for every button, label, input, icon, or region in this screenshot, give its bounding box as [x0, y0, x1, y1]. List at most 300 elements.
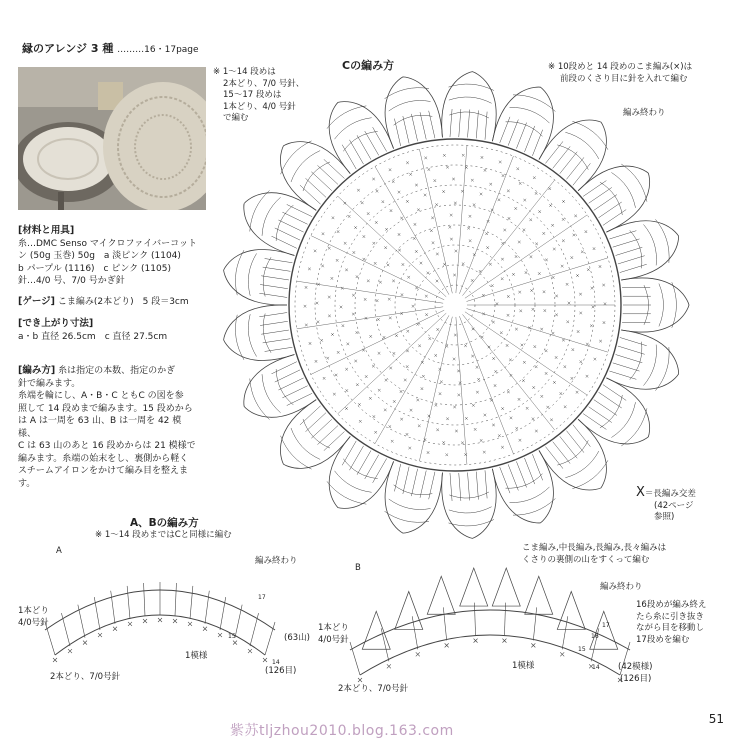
- chart-petal: [329, 436, 393, 508]
- stitch-post: [275, 370, 300, 382]
- stitch-mark: [492, 424, 495, 427]
- stitch-mark: [457, 370, 460, 373]
- stitch-mark: [323, 377, 326, 380]
- stitch-mark: [388, 298, 391, 301]
- stitch-post: [560, 436, 577, 458]
- stitch-mark: [518, 241, 521, 244]
- stitch-post: [553, 442, 570, 464]
- stitch-mark: [519, 439, 522, 442]
- stitch-mark: [316, 302, 319, 305]
- stitch-mark: [321, 265, 324, 268]
- stitch-mark: [515, 427, 518, 430]
- stitch-mark: [415, 287, 418, 290]
- stitch-mark: [455, 250, 458, 253]
- stitch-mark: [332, 217, 335, 220]
- stitch-post: [609, 371, 636, 379]
- stitch-mark: [573, 234, 576, 237]
- chart-arc: [335, 118, 372, 139]
- stitch-mark: [427, 451, 430, 454]
- stitch-mark: [415, 184, 418, 187]
- stitch-mark: [331, 333, 334, 336]
- note-line: たら糸に引き抜き: [636, 611, 705, 622]
- stitch-mark: [378, 389, 381, 392]
- stitch-mark: [384, 246, 387, 249]
- stitch-mark: [550, 419, 553, 422]
- stitch-post: [566, 157, 583, 179]
- stitch-mark: [395, 334, 398, 337]
- stitch-post: [589, 187, 612, 203]
- chart-arc: [644, 345, 657, 386]
- stitch-mark: [530, 289, 533, 292]
- stitch-mark: [472, 404, 475, 407]
- stitch-legend: [636, 487, 696, 524]
- stitch-mark: [413, 237, 416, 240]
- stitch-mark: [604, 303, 607, 306]
- chart-b-stitches: (126目): [620, 674, 652, 684]
- stitch-mark: [393, 352, 396, 355]
- stitch-post: [261, 330, 289, 334]
- stitch-mark: [519, 182, 522, 185]
- stitch-mark: [420, 262, 423, 265]
- stitch-mark: [502, 639, 506, 643]
- stitch-post: [403, 116, 409, 143]
- stitch-mark: [408, 447, 411, 450]
- chart-petal: [385, 77, 442, 149]
- stitch-mark: [599, 340, 602, 343]
- stitch-mark: [492, 321, 495, 324]
- stitch-mark: [376, 190, 379, 193]
- stitch-post: [532, 454, 542, 480]
- stitch-mark: [535, 192, 538, 195]
- stitch-mark: [373, 242, 376, 245]
- chart-b-fan: [460, 568, 488, 606]
- stitch-mark: [401, 293, 404, 296]
- chart-arc: [262, 374, 281, 413]
- stitch-mark: [546, 406, 549, 409]
- row-number: 15: [228, 633, 236, 640]
- stitch-post: [459, 473, 461, 501]
- stitch-mark: [337, 230, 340, 233]
- stitch-mark: [509, 359, 512, 362]
- chart-b-note-side: [636, 600, 706, 646]
- stitch-mark: [450, 238, 453, 241]
- stitch-mark: [471, 355, 474, 358]
- stitch-mark: [603, 321, 606, 324]
- stitch-mark: [494, 384, 497, 387]
- stitch-post: [613, 239, 640, 247]
- stitch-mark: [502, 174, 505, 177]
- chart-spoke: [311, 310, 444, 374]
- chart-petal: [329, 102, 393, 174]
- note-line: 17段めを編む: [636, 634, 690, 645]
- stitch-mark: [398, 233, 401, 236]
- stitch-mark: [345, 269, 348, 272]
- stitch-mark: [592, 306, 595, 309]
- stitch-mark: [566, 283, 569, 286]
- stitch-mark: [587, 268, 590, 271]
- stitch-post: [381, 628, 389, 661]
- stitch-mark: [353, 251, 356, 254]
- stitch-mark: [435, 203, 438, 206]
- stitch-mark: [398, 191, 401, 194]
- stitch-mark: [508, 217, 511, 220]
- chart-arc: [644, 224, 657, 265]
- stitch-mark: [562, 239, 565, 242]
- stitch-mark: [374, 431, 377, 434]
- chart-arc: [291, 428, 320, 459]
- chart-b-patterns: (42模様): [618, 662, 653, 672]
- stitch-mark: [501, 446, 504, 449]
- stitch-mark: [305, 324, 308, 327]
- chart-spoke: [462, 180, 554, 296]
- chart-spoke: [456, 145, 467, 293]
- stitch-post: [235, 605, 242, 638]
- stitch-mark: [555, 313, 558, 316]
- stitch-mark: [388, 425, 391, 428]
- stitch-mark: [562, 339, 565, 342]
- stitch-mark: [389, 367, 392, 370]
- chart-b-fan: [362, 611, 390, 649]
- stitch-mark: [449, 226, 452, 229]
- stitch-mark: [113, 627, 117, 631]
- stitch-post: [311, 172, 332, 191]
- chart-spoke: [311, 236, 444, 300]
- stitch-post: [349, 446, 363, 470]
- stitch-mark: [579, 312, 582, 315]
- stitch-mark: [443, 263, 446, 266]
- chart-arc: [448, 519, 493, 525]
- stitch-post: [317, 165, 338, 184]
- stitch-mark: [538, 210, 541, 213]
- stitch-mark: [521, 344, 524, 347]
- stitch-mark: [586, 375, 589, 378]
- stitch-mark: [553, 248, 556, 251]
- legend-line: ＝長編み交差: [644, 489, 696, 499]
- stitch-post: [594, 195, 617, 211]
- stitch-post: [411, 114, 417, 141]
- note-line: 2本どり、7/0 号針、: [223, 78, 305, 89]
- stitch-mark: [464, 453, 467, 456]
- row-number: 17: [602, 622, 610, 629]
- stitch-mark: [522, 379, 525, 382]
- stitch-mark: [564, 365, 567, 368]
- method-line: 針で編みます。: [18, 378, 81, 389]
- stitch-mark: [450, 214, 453, 217]
- materials-heading: [材料と用具]: [18, 225, 75, 236]
- chart-arc: [248, 314, 256, 356]
- chart-arc: [262, 197, 281, 236]
- chart-petal: [442, 469, 496, 539]
- stitch-mark: [417, 399, 420, 402]
- stitch-mark: [533, 345, 536, 348]
- stitch-mark: [344, 202, 347, 205]
- stitch-post: [609, 231, 636, 239]
- stitch-mark: [496, 302, 499, 305]
- stitch-mark: [491, 209, 494, 212]
- chart-spoke: [459, 316, 513, 454]
- stitch-mark: [562, 200, 565, 203]
- stitch-mark: [501, 277, 504, 280]
- stitch-mark: [462, 154, 465, 157]
- method-line: 糸端を輪にし、A・B・C ともC の図を参: [18, 391, 184, 401]
- stitch-mark: [424, 194, 427, 197]
- stitch-post: [78, 605, 85, 638]
- stitch-post: [111, 591, 115, 624]
- stitch-mark: [562, 218, 565, 221]
- stitch-mark: [501, 258, 504, 261]
- stitch-mark: [512, 273, 515, 276]
- stitch-mark: [363, 258, 366, 261]
- chart-petal: [492, 450, 553, 522]
- stitch-mark: [392, 280, 395, 283]
- method-line: 照して 14 段めまで編みます。15 段めから: [18, 403, 193, 414]
- stitch-mark: [579, 360, 582, 363]
- chart-petal: [539, 419, 606, 490]
- stitch-mark: [535, 430, 538, 433]
- stitch-mark: [549, 204, 552, 207]
- stitch-mark: [188, 622, 192, 626]
- stitch-mark: [389, 317, 392, 320]
- stitch-mark: [203, 627, 207, 631]
- stitch-mark: [515, 328, 518, 331]
- stitch-mark: [428, 337, 431, 340]
- stitch-mark: [494, 370, 497, 373]
- chart-b-label: B: [355, 563, 361, 573]
- stitch-mark: [525, 271, 528, 274]
- chart-a-strand1: [18, 606, 49, 629]
- stitch-mark: [572, 348, 575, 351]
- stitch-mark: [407, 276, 410, 279]
- chart-petal: [442, 72, 496, 142]
- stitch-mark: [400, 217, 403, 220]
- stitch-mark: [337, 351, 340, 354]
- stitch-post: [287, 393, 312, 405]
- stitch-mark: [594, 358, 597, 361]
- stitch-mark: [439, 392, 442, 395]
- stitch-post: [282, 386, 307, 398]
- stitch-mark: [342, 324, 345, 327]
- stitch-mark: [320, 339, 323, 342]
- method-line: スチームアイロンをかけて編み目を整えま: [18, 466, 189, 476]
- strand-line: 1本どり: [18, 606, 49, 616]
- stitch-mark: [576, 274, 579, 277]
- stitch-mark: [533, 176, 536, 179]
- stitch-mark: [315, 360, 318, 363]
- stitch-mark: [523, 199, 526, 202]
- stitch-post: [524, 126, 534, 152]
- stitch-mark: [586, 343, 589, 346]
- chart-petal: [578, 378, 649, 444]
- stitch-mark: [544, 309, 547, 312]
- stitch-post: [516, 461, 526, 487]
- stitch-mark: [469, 239, 472, 242]
- chart-arc: [281, 436, 312, 469]
- chart-arc: [448, 84, 493, 90]
- stitch-mark: [416, 652, 420, 656]
- stitch-mark: [158, 618, 162, 622]
- stitch-mark: [398, 249, 401, 252]
- stitch-mark: [442, 441, 445, 444]
- stitch-post: [485, 470, 487, 498]
- stitch-mark: [535, 243, 538, 246]
- stitch-post: [61, 613, 70, 646]
- stitch-mark: [590, 324, 593, 327]
- stitch-mark: [317, 321, 320, 324]
- note-line: 1本どり、4/0 号針: [223, 101, 296, 112]
- stitch-post: [260, 285, 288, 289]
- chart-petal: [578, 166, 649, 232]
- stitch-mark: [481, 336, 484, 339]
- method-line: 糸は指定の本数、指定のかぎ: [58, 366, 176, 376]
- stitch-mark: [417, 208, 420, 211]
- stitch-mark: [491, 284, 494, 287]
- chart-c-end-label: 編み終わり: [623, 108, 666, 118]
- stitch-mark: [510, 417, 513, 420]
- stitch-mark: [552, 276, 555, 279]
- chart-a-repeat: 1模様: [185, 651, 208, 661]
- chart-spoke: [465, 215, 587, 298]
- stitch-post: [144, 583, 145, 616]
- stitch-mark: [561, 265, 564, 268]
- stitch-mark: [402, 263, 405, 266]
- stitch-mark: [551, 224, 554, 227]
- stitch-mark: [406, 200, 409, 203]
- stitch-mark: [387, 664, 391, 668]
- watermark: 紫苏tljzhou2010.blog.163.com: [230, 723, 454, 739]
- chart-arc: [611, 172, 635, 207]
- stitch-mark: [434, 354, 437, 357]
- note-line: こま編み,中長編み,長編み,長々編みは: [522, 543, 667, 553]
- stitch-post: [485, 112, 487, 140]
- chart-arc: [510, 487, 550, 503]
- stitch-mark: [548, 187, 551, 190]
- stitch-mark: [555, 295, 558, 298]
- stitch-mark: [328, 296, 331, 299]
- stitch-mark: [424, 157, 427, 160]
- stitch-mark: [516, 167, 519, 170]
- chart-a-label: A: [56, 546, 62, 556]
- chart-arc: [335, 471, 372, 492]
- stitch-mark: [400, 390, 403, 393]
- stitch-mark: [484, 169, 487, 172]
- chart-arc: [672, 282, 677, 328]
- stitch-mark: [458, 394, 461, 397]
- stitch-mark: [445, 643, 449, 647]
- stitch-mark: [503, 229, 506, 232]
- chart-arc: [389, 499, 431, 509]
- stitch-mark: [418, 344, 421, 347]
- chart-arc: [611, 402, 635, 437]
- stitch-post: [250, 613, 259, 646]
- stitch-mark: [416, 323, 419, 326]
- stitch-mark: [454, 202, 457, 205]
- stitch-mark: [455, 430, 458, 433]
- stitch-mark: [430, 229, 433, 232]
- stitch-mark: [443, 154, 446, 157]
- stitch-mark: [354, 226, 357, 229]
- stitch-mark: [331, 277, 334, 280]
- stitch-mark: [352, 294, 355, 297]
- stitch-mark: [471, 179, 474, 182]
- chart-a-end-label: 編み終わり: [255, 556, 298, 566]
- stitch-post: [259, 293, 287, 297]
- stitch-mark: [382, 200, 385, 203]
- stitch-post: [357, 135, 371, 159]
- size-heading: [でき上がり寸法]: [18, 318, 94, 329]
- stitch-post: [613, 363, 640, 371]
- stitch-post: [287, 204, 312, 216]
- row-number: 16: [591, 633, 599, 640]
- legend-line: 参照): [654, 512, 675, 522]
- stitch-mark: [531, 643, 535, 647]
- stitch-mark: [369, 335, 372, 338]
- stitch-mark: [436, 328, 439, 331]
- chart-arc: [389, 101, 431, 111]
- stitch-mark: [406, 433, 409, 436]
- stitch-post: [533, 607, 536, 640]
- stitch-mark: [68, 649, 72, 653]
- stitch-mark: [404, 379, 407, 382]
- stitch-mark: [361, 202, 364, 205]
- stitch-post: [524, 458, 534, 484]
- note-line: 15～17 段めは: [223, 90, 282, 100]
- stitch-post: [420, 112, 426, 139]
- stitch-mark: [452, 178, 455, 181]
- stitch-post: [127, 586, 130, 619]
- stitch-mark: [421, 387, 424, 390]
- chart-b-end-label: 編み終わり: [600, 582, 643, 592]
- stitch-post: [508, 120, 518, 146]
- chart-arc: [659, 284, 664, 327]
- stitch-mark: [304, 305, 307, 308]
- stitch-mark: [359, 420, 362, 423]
- stitch-mark: [410, 409, 413, 412]
- stitch-mark: [446, 166, 449, 169]
- stitch-mark: [173, 619, 177, 623]
- stitch-post: [443, 607, 446, 640]
- stitch-mark: [480, 193, 483, 196]
- chart-b-note-top: [522, 543, 666, 566]
- stitch-mark: [425, 313, 428, 316]
- stitch-mark: [461, 441, 464, 444]
- stitch-mark: [473, 204, 476, 207]
- stitch-mark: [406, 350, 409, 353]
- stitch-mark: [363, 235, 366, 238]
- title-text: 縁のアレンジ 3 種: [22, 42, 114, 55]
- stitch-mark: [453, 406, 456, 409]
- chart-spoke: [465, 312, 587, 395]
- stitch-post: [357, 450, 371, 474]
- stitch-mark: [553, 381, 556, 384]
- stitch-mark: [543, 291, 546, 294]
- chart-petal: [539, 120, 606, 191]
- stitch-post: [411, 469, 417, 496]
- chart-a-stitches: (126目): [265, 666, 297, 676]
- stitch-mark: [519, 310, 522, 313]
- stitch-mark: [414, 223, 417, 226]
- stitch-mark: [471, 279, 474, 282]
- chart-b-fan: [525, 576, 553, 614]
- stitch-mark: [326, 357, 329, 360]
- stitch-post: [450, 473, 452, 501]
- stitch-post: [620, 264, 647, 272]
- stitch-mark: [507, 314, 510, 317]
- materials-line: 糸…DMC Senso マイクロファイバーコット: [18, 238, 197, 249]
- chart-a-peaks: (63山): [284, 633, 310, 643]
- stitch-mark: [445, 453, 448, 456]
- stitch-mark: [484, 414, 487, 417]
- stitch-mark: [507, 391, 510, 394]
